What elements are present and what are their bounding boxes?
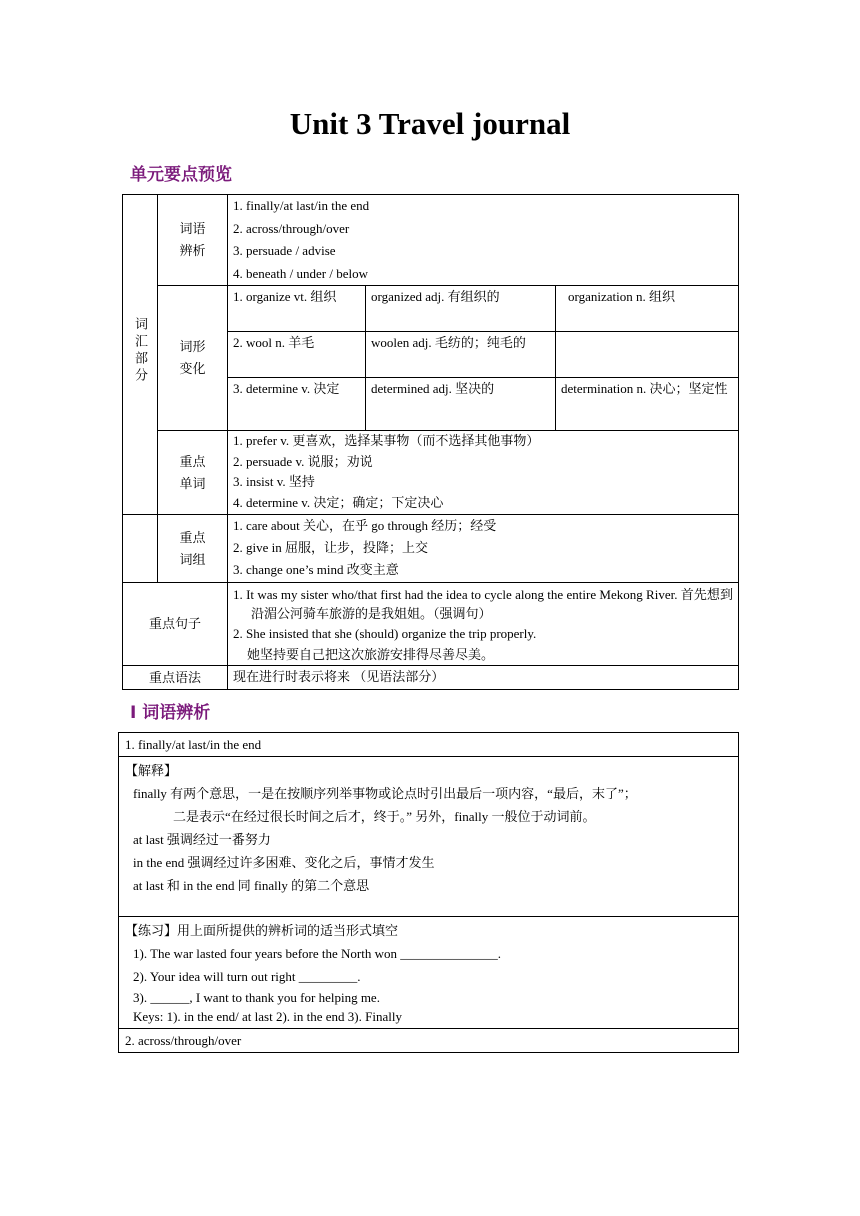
question: 2). Your idea will turn out right _________. [133,969,361,984]
list-item: 1. care about 关心，在乎 go through 经历；经受 [233,518,497,533]
key-phrases-list [228,515,739,583]
key-phrases-label: 重点词组 [158,515,228,583]
table-cell [556,332,739,378]
list-item: 4. determine v. 决定；确定；下定决心 [233,494,444,510]
page-title: Unit 3 Travel journal [289,106,571,141]
sentence-2-translation: 她坚持要自己把这次旅游安排得尽善尽美。 [247,647,495,662]
key-sentences-list [228,583,739,666]
list-item: 2. give in 屈服，让步，投降；上交 [233,540,428,555]
analysis-list [228,195,739,286]
item1-title: 1. finally/at last/in the end [119,733,739,757]
table-cell: 2. wool n. 羊毛 [228,332,366,378]
practice-block [119,917,739,1029]
list-item: 2. persuade v. 说服；劝说 [233,453,373,469]
vocab-part-label: 词汇部分 [123,195,158,515]
overview-heading: 单元要点预览 [130,165,232,185]
explain-line: in the end 强调经过许多困难、变化之后，事情才发生 [133,855,435,870]
practice-label: 【练习】用上面所提供的辨析词的适当形式填空 [125,923,399,938]
list-item: 3. persuade / advise [233,243,336,258]
key-grammar-text: 现在进行时表示将来 （见语法部分） [228,666,739,690]
question: 3). ______, I want to thank you for helping me. [133,990,380,1005]
table-cell: determined adj. 坚决的 [366,378,556,431]
explain-line: at last 强调经过一番努力 [133,832,271,847]
explanation-block [119,757,739,917]
list-item: 1. finally/at last/in the end [233,198,370,213]
analysis-label: 词语辨析 [158,195,228,286]
explain-line: 二是表示“在经过很长时间之后才，终于。” 另外，finally 一般位于动词前。 [173,809,596,824]
list-item: 2. across/through/over [233,220,350,236]
overview-table [122,194,739,690]
sentence-1: 1. It was my sister who/that first had the idea to cycle along the entire Mekong River. 首先想到沿湄公河骑车旅游的是我姐姐。（强调句） [233,587,734,621]
part1-heading: Ⅰ 词语辨析 [130,703,211,723]
list-item: 4. beneath / under / below [233,265,369,281]
key-words-label: 重点单词 [158,431,228,515]
item2-title: 2. across/through/over [119,1029,739,1053]
table-cell: 3. determine v. 决定 [228,378,366,431]
table-cell: woolen adj. 毛纺的；纯毛的 [366,332,556,378]
explain-line: at last 和 in the end 同 finally 的第二个意思 [133,878,370,893]
word-forms-label: 词形变化 [158,286,228,431]
key-sentences-label: 重点句子 [123,583,228,666]
table-cell: determination n. 决心；坚定性 [556,378,739,431]
question: 1). The war lasted four years before the North won _______________. [133,946,501,961]
table-cell: organized adj. 有组织的 [366,286,556,332]
sentence-2: 2. She insisted that she (should) organize the trip properly. [233,626,537,641]
explain-line: finally 有两个意思，一是在按顺序列举事物或论点时引出最后一项内容，“最后，末了”； [133,786,637,801]
table-cell: organization n. 组织 [556,286,739,332]
explain-label: 【解释】 [125,763,178,778]
list-item: 1. prefer v. 更喜欢，选择某事物（而不选择其他事物） [233,433,540,448]
answer-keys: Keys: 1). in the end/ at last 2). in the end 3). Finally [133,1009,402,1024]
list-item: 3. insist v. 坚持 [233,474,315,489]
key-grammar-label: 重点语法 [123,666,228,690]
key-words-list [228,431,739,515]
table-cell: 1. organize vt. 组织 [228,286,366,332]
list-item: 3. change one’s mind 改变主意 [233,562,399,577]
part1-table [118,732,739,1053]
